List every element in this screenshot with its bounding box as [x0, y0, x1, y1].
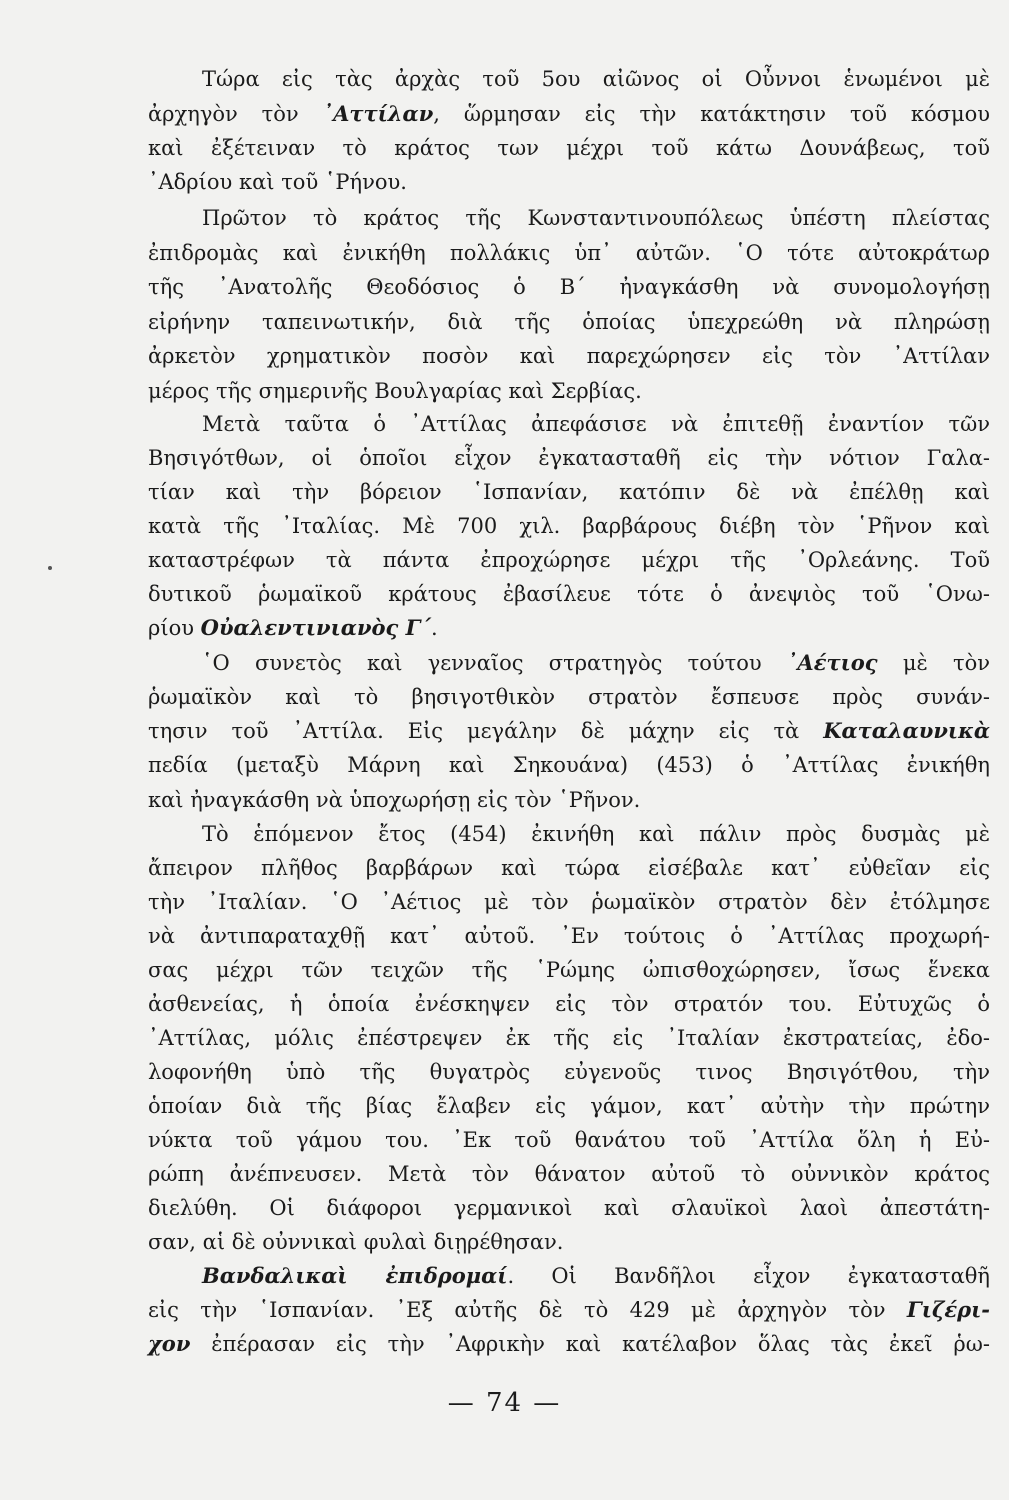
text-run: τὴν ᾿Ιταλίαν. ῾Ο ᾿Αέτιος μὲ τὸν ῥωμαϊκὸν στρατὸν δὲν ἐτόλμησε: [148, 890, 990, 914]
text-line: [148, 889, 990, 915]
text-line: [148, 1161, 990, 1187]
text-line: [148, 1025, 990, 1051]
text-line: [148, 101, 990, 127]
text-run: Τώρα εἰς τὰς ἀρχὰς τοῦ 5ου αἰῶνος οἱ Οὖννοι ἑνωμένοι μὲ: [202, 67, 990, 91]
text-line: [148, 479, 990, 505]
text-run: πεδία (μεταξὺ Μάρνη καὶ Σηκουάνα) (453) ὁ ᾿Αττίλας ἐνικήθη: [148, 753, 990, 777]
scan-speck: [48, 566, 52, 570]
text-run: καὶ ἐξέτειναν τὸ κράτος των μέχρι τοῦ κάτω Δουνάβεως, τοῦ: [148, 136, 990, 160]
text-run: δυτικοῦ ῥωμαϊκοῦ κράτους ἐβασίλευε τότε ὁ ἀνεψιὸς τοῦ ῾Ονω-: [148, 582, 990, 606]
text-run: ἀρχηγὸν τὸν: [148, 102, 323, 126]
text-run: , ὥρμησαν εἰς τὴν κατάκτησιν τοῦ κόσμου: [433, 102, 991, 126]
text-run: λοφονήθη ὑπὸ τῆς θυγατρὸς εὐγενοῦς τινος Βησιγότθου, τὴν: [148, 1060, 990, 1084]
text-run: σαν, αἱ δὲ οὐννικαὶ φυλαὶ διῃρέθησαν.: [148, 1230, 564, 1254]
text-run: Τὸ ἑπόμενον ἔτος (454) ἐκινήθη καὶ πάλιν πρὸς δυσμὰς μὲ: [202, 822, 990, 846]
page-number: — 74 —: [447, 1388, 562, 1418]
text-line: [148, 957, 990, 983]
text-run: νύκτα τοῦ γάμου του. ᾿Εκ τοῦ θανάτου τοῦ ᾿Αττίλα ὅλη ἡ Εὐ-: [148, 1128, 990, 1152]
text-line: [148, 752, 990, 778]
emphasized-term: Βανδαλικαὶ ἐπιδρομαί: [202, 1263, 508, 1288]
text-line: [148, 66, 990, 92]
emphasized-term: ᾿Αέτιος: [786, 650, 878, 675]
text-run: τησιν τοῦ ᾿Αττίλα. Εἰς μεγάλην δὲ μάχην εἰς τὰ: [148, 719, 824, 743]
text-line: [148, 169, 990, 195]
text-line: [148, 581, 990, 607]
text-line: [148, 923, 990, 949]
text-run: ὁποίαν διὰ τῆς βίας ἔλαβεν εἰς γάμον, κατ᾿ αὐτὴν τὴν πρώτην: [148, 1094, 990, 1118]
text-line: [148, 855, 990, 881]
emphasized-term: Καταλαυνικὰ: [823, 718, 990, 743]
text-line: [148, 445, 990, 471]
emphasized-term: ᾿Αττίλαν: [322, 101, 434, 126]
text-run: κατὰ τῆς ᾿Ιταλίας. Μὲ 700 χιλ. βαρβάρους διέβη τὸν ῾Ρῆνον καὶ: [148, 514, 990, 538]
text-line: [148, 411, 990, 437]
text-line: [148, 274, 990, 300]
emphasized-term: Οὐαλεντινιανὸς Γ΄: [200, 615, 432, 640]
text-line: [148, 1331, 990, 1357]
text-run: ρώπη ἀνέπνευσεν. Μετὰ τὸν θάνατον αὐτοῦ τὸ οὐννικὸν κράτος: [148, 1162, 990, 1186]
text-run: ἄπειρον πλῆθος βαρβάρων καὶ τώρα εἰσέβαλε κατ᾿ εὐθεῖαν εἰς: [148, 856, 990, 880]
text-line: [148, 1229, 990, 1255]
text-run: νὰ ἀντιπαραταχθῇ κατ᾿ αὐτοῦ. ᾿Εν τούτοις ὁ ᾿Αττίλας προχωρή-: [148, 924, 990, 948]
text-run: ἐπιδρομὰς καὶ ἐνικήθη πολλάκις ὑπ᾿ αὐτῶν. ῾Ο τότε αὐτοκράτωρ: [148, 241, 990, 265]
text-line: [148, 1297, 990, 1323]
text-run: ᾿Αττίλας, μόλις ἐπέστρεψεν ἐκ τῆς εἰς ᾿Ιταλίαν ἐκστρατείας, ἐδο-: [148, 1026, 990, 1050]
text-run: καὶ ἠναγκάσθη νὰ ὑποχωρήσῃ εἰς τὸν ῾Ρῆνον.: [148, 788, 641, 812]
text-run: .: [431, 616, 438, 640]
text-run: καταστρέφων τὰ πάντα ἐπροχώρησε μέχρι τῆς ᾿Ορλεάνης. Τοῦ: [148, 548, 990, 572]
text-line: [148, 205, 990, 231]
text-run: τίαν καὶ τὴν βόρειον ῾Ισπανίαν, κατόπιν δὲ νὰ ἐπέλθῃ καὶ: [148, 480, 990, 504]
text-run: διελύθη. Οἱ διάφοροι γερμανικοὶ καὶ σλαυϊκοὶ λαοὶ ἀπεστάτη-: [148, 1196, 990, 1220]
emphasized-term: χον: [148, 1331, 191, 1356]
text-run: μὲ τὸν: [877, 651, 990, 675]
text-run: . Οἱ Βανδῆλοι εἶχον ἐγκατασταθῆ: [507, 1264, 990, 1288]
text-line: [148, 513, 990, 539]
text-line: [148, 135, 990, 161]
text-line: [148, 343, 990, 369]
emphasized-term: Γιζέρι-: [906, 1297, 990, 1322]
text-run: Πρῶτον τὸ κράτος τῆς Κωνσταντινουπόλεως ὑπέστη πλείστας: [202, 206, 990, 230]
text-line: [148, 547, 990, 573]
text-line: [148, 309, 990, 335]
text-run: ᾿Αδρίου καὶ τοῦ ῾Ρήνου.: [148, 170, 407, 194]
text-run: Βησιγότθων, οἱ ὁποῖοι εἶχον ἐγκατασταθῆ εἰς τὴν νότιον Γαλα-: [148, 446, 990, 470]
text-line: [148, 1093, 990, 1119]
text-run: σας μέχρι τῶν τειχῶν τῆς ῾Ρώμης ὠπισθοχώρησεν, ἴσως ἕνεκα: [148, 958, 990, 982]
text-line: [148, 991, 990, 1017]
text-run: ἐπέρασαν εἰς τὴν ᾿Αφρικὴν καὶ κατέλαβον ὅλας τὰς ἐκεῖ ῥω-: [190, 1332, 990, 1356]
text-line: [148, 821, 990, 847]
text-line: [148, 1127, 990, 1153]
text-line: [148, 650, 990, 676]
text-run: ῥωμαϊκὸν καὶ τὸ βησιγοτθικὸν στρατὸν ἔσπευσε πρὸς συνάν-: [148, 685, 990, 709]
text-line: [148, 1195, 990, 1221]
text-line: [148, 615, 990, 641]
text-run: μέρος τῆς σημερινῆς Βουλγαρίας καὶ Σερβίας.: [148, 379, 642, 403]
text-run: ἀσθενείας, ἡ ὁποία ἐνέσκηψεν εἰς τὸν στρατόν του. Εὐτυχῶς ὁ: [148, 992, 990, 1016]
text-line: [148, 1059, 990, 1085]
text-run: ἀρκετὸν χρηματικὸν ποσὸν καὶ παρεχώρησεν εἰς τὸν ᾿Αττίλαν: [148, 344, 990, 368]
text-run: τῆς ᾿Ανατολῆς Θεοδόσιος ὁ Β΄ ἠναγκάσθη νὰ συνομολογήσῃ: [148, 275, 990, 299]
text-line: [148, 1263, 990, 1289]
text-line: [148, 684, 990, 710]
text-run: ῾Ο συνετὸς καὶ γενναῖος στρατηγὸς τούτου: [202, 651, 787, 675]
text-run: εἰρήνην ταπεινωτικήν, διὰ τῆς ὁποίας ὑπεχρεώθη νὰ πληρώσῃ: [148, 310, 990, 334]
text-line: [148, 718, 990, 744]
text-run: ρίου: [148, 616, 201, 640]
text-line: [148, 240, 990, 266]
text-line: [148, 378, 990, 404]
text-run: εἰς τὴν ῾Ισπανίαν. ᾿Εξ αὐτῆς δὲ τὸ 429 μὲ ἀρχηγὸν τὸν: [148, 1298, 907, 1322]
text-run: Μετὰ ταῦτα ὁ ᾿Αττίλας ἀπεφάσισε νὰ ἐπιτεθῇ ἐναντίον τῶν: [202, 412, 990, 436]
text-line: [148, 787, 990, 813]
page-body: [148, 66, 990, 1446]
